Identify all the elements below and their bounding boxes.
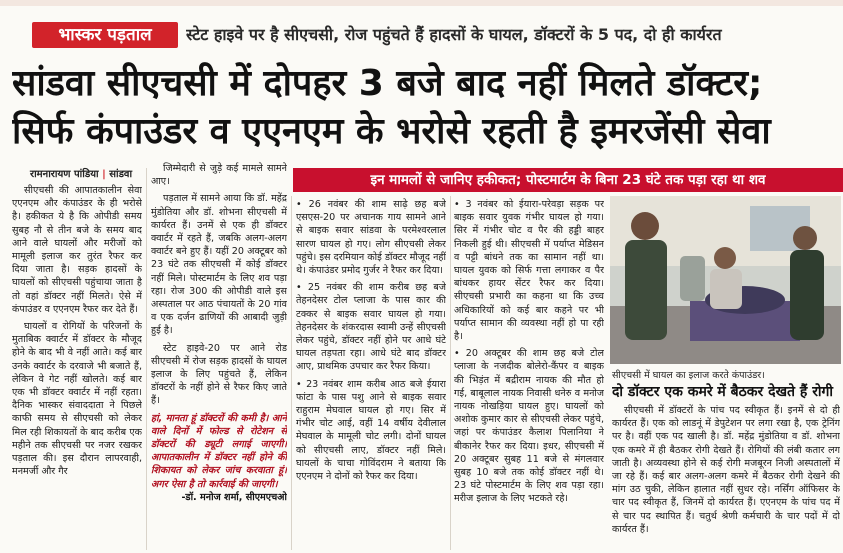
col1-paragraph: सीएचसी की आपातकालीन सेवा एएनएम और कंपाउंडर के ही भरोसे है। हकीकत ये है कि ओपीडी समय सुबह नौ से तीन बजे के समय बाद आने वाले घायलों और मरीजों को मामूली इलाज कर तुरंत रैफर कर दिया जाता है। सड़क हादसों के घायलों को सीएचसी पहुंचाया जाता है तो वहां डॉक्टर नहीं मिलते। ऐसे में कंपाउंडर व एएनएम रैफर कर देते हैं। [12,185,142,315]
incident-item: • 3 नवंबर को ईयारा-परेवड़ा सड़क पर बाइक सवार युवक गंभीर घायल हो गया। सिर में गंभीर चोट व पैर की हड्डी बाहर निकली हुई थी। सीएचसी में पर्याप्त मेडिसन व पट्टी बांधने तक का सामान नहीं था। घायल युवक को सिर्फ गत्ता लगाकर व पैर बांधकर हायर सेंटर रैफर कर दिया। सीएचसी प्रभारी का कहना था कि उच्च अधिकारियों को कई बार कहने पर भी पर्याप्त सामान की व्यवस्था नहीं हो पा रही है। [454,199,604,343]
col5-paragraph: सीएचसी में डॉक्टरों के पांच पद स्वीकृत हैं। इनमें से दो ही कार्यरत हैं। एक को लाडनूं में डेपुटेशन पर लगा रखा है, एक ट्रेनिंग पर है। वहीं एक पद खाली है। डॉ. महेंद्र मुंडोतिया व डॉ. शोभना एक कमरे में ही बैठकर रोगी देखते हैं। रोगियों की लंबी कतार लग जाती है। अव्यवस्था होने से कई रोगी मजबूरन निजी अस्पतालों में जा रहे हैं। कई बार अलग-अलग कमरे में बैठकर रोगी देखने की मांग उठ चुकी, लेकिन हालात नहीं सुधर रहे। नर्सिंग ऑफिसर के चार पद स्वीकृत हैं, जिनमें दो कार्यरत हैं। एएनएम के पांच पद में से चार पद स्थापित हैं। चतुर्थ श्रेणी कर्मचारी के चार पदों में दो कार्यरत हैं। [612,405,840,535]
incident-item: • 25 नवंबर की शाम करीब छह बजे तेहनदेसर टोल प्लाजा के पास कार की टक्कर से बाइक सवार घायल हो गया। तेहनदेसर के शंकरदास स्वामी उन्हें सीएचसी लेकर पहुंचे, डॉक्टर नहीं होने पर आधे घंटे घायल तड़पता रहा। आधे घंटे बाद डॉक्टर आए, प्राथमिक उपचार कर रैफर किया। [296,282,446,373]
column-rule [146,168,147,550]
dateline-place: सांडवा [109,169,133,180]
col2-paragraph: पड़ताल में सामने आया कि डॉ. महेंद्र मुंडोतिया और डॉ. शोभना सीएचसी में कार्यरत हैं। उनमें से एक ही डॉक्टर क्वार्टर में रहते हैं, जबकि अलग-अलग क्वार्टर बने हुए हैं। यहीं 20 अक्टूबर को 23 घंटे तक सीएचसी में कोई डॉक्टर नहीं मिले। पोस्टमार्टम के लिए शव पड़ा रहा। रोज 300 की ओपीडी वाले इस अस्पताल पर आठ पंचायतों के 20 गांव व एक दर्जन ढाणियों की आबादी जुड़ी हुई है। [151,193,287,337]
reporter-name: रामनारायण पांडिया [30,169,99,180]
col2-paragraph: स्टेट हाइवे-20 पर आने रोड सीएचसी में रोज सड़क हादसों के घायल इलाज के लिए पहुंचते हैं, लेकिन डॉक्टरों के नहीं होने से रैफर किए जाते हैं। [151,342,287,407]
sub-headline: दो डॉक्टर एक कमरे में बैठकर देखते हैं रोगी [612,384,834,400]
col1-paragraph: घायलों व रोगियों के परिजनों के मुताबिक क्वार्टर में डॉक्टर के मौजूद होने के बाद भी वे नहीं आते। कई बार उनके क्वार्टर के दरवाजे भी बजाते हैं, लेकिन वे गेट नहीं खोलते। कई बार एक भी डॉक्टर क्वार्टर में नहीं रहता। दैनिक भास्कर संवाददाता ने पिछले काफी समय से सीएचसी को लेकर मिल रही शिकायतों के बाद करीब एक महीने तक सीएचसी पर नजर रखकर पड़ताल की। इस दौरान लापरवाही, मनमर्जी और गैर [12,321,142,478]
incident-item: • 26 नवंबर की शाम साढ़े छह बजे एसएस-20 पर अचानक गाय सामने आने से बाइक सवार सांडवा के परमेश्वरलाल सारण घायल हो गए। लोग सीएचसी लेकर पहुंचे। इस दरमियान कोई डॉक्टर मौजूद नहीं थे। कंपाउंडर प्रमोद गुर्जर ने रैफर कर दिया। [296,199,446,277]
news-photo [610,196,841,364]
byline-separator: | [102,169,106,180]
incident-item: • 20 अक्टूबर की शाम छह बजे टोल प्लाजा के नजदीक बोलेरो-कैंपर व बाइक की भिड़ंत में बद्रीराम नायक की मौत हो गई, बाबूलाल नायक निवासी धनेरु व मनोज नायक नोखड़िया घायल हुए। घायलों को अशोक कुमार कार से सीएचसी लेकर पहुंचे, जहां पर कंपाउंडर कैलाश पिलानिया ने बीकानेर रैफर कर दिया। इधर, सीएचसी में 20 अक्टूबर सुबह 11 बजे से मंगलवार सुबह 10 बजे तक कोई डॉक्टर नहीं थे। 23 घंटे पोस्टमार्टम के लिए शव पड़ा रहा। मरीज इलाज के लिए भटकते रहे। [454,348,604,505]
photo-caption: सीएचसी में घायल का इलाज करते कंपाउंडर। [612,370,765,381]
section-banner: इन मामलों से जानिए हकीकत; पोस्टमार्टम के बिना 23 घंटे तक पड़ा रहा था शव [293,168,843,192]
article-column-4 [454,198,604,550]
strapline: स्टेट हाइवे पर है सीएचसी, रोज पहुंचते हैं हादसों के घायल, डॉक्टरों के 5 पद, दो ही कार्यरत [186,25,722,44]
column-rule [291,196,292,550]
article-column-3 [296,198,446,550]
article-column-5 [612,404,840,550]
top-strip [0,0,843,6]
quote-author: -डॉ. मनोज शर्मा, सीएमएचओ [181,491,287,503]
article-column-1 [12,184,142,550]
col2-paragraph: जिम्मेदारी से जुड़े कई मामले सामने आए। [151,163,287,188]
headline-line-1: सांडवा सीएचसी में दोपहर 3 बजे बाद नहीं मिलते डॉक्टर; [12,63,763,104]
incident-item: • 23 नवंबर शाम करीब आठ बजे ईयारा फांटा के पास पशु आने से बाइक सवार राहुराम मेघवाल घायल हो गए। सिर में गंभीर चोट आई, वहीं 14 वर्षीय देवीलाल मेघवाल के मामूली चोट लगी। दोनों घायल को सीएचसी लाए, डॉक्टर नहीं मिले। घायलों के चाचा गोविंदराम ने बताया कि एएनएम ने दोनों को रैफर कर दिया। [296,378,446,483]
section-tag: भास्कर पड़ताल [32,22,178,48]
headline [12,60,832,156]
article-column-2 [151,162,287,550]
official-quote: हां, मानता हूं डॉक्टरों की कमी है। आने वाले दिनों में फोल्ड से रोटेशन से डॉक्टरों की ड्यूटी लगाई जाएगी। आपातकालीन में डॉक्टर नहीं होने की शिकायत को लेकर जांच करवाता हूं। अगर ऐसा है तो कार्रवाई की जाएगी। [151,412,287,490]
byline [30,166,132,180]
column-rule [450,196,451,550]
headline-line-2: सिर्फ कंपाउंडर व एएनएम के भरोसे रहती है इमरजेंसी सेवा [12,111,771,152]
